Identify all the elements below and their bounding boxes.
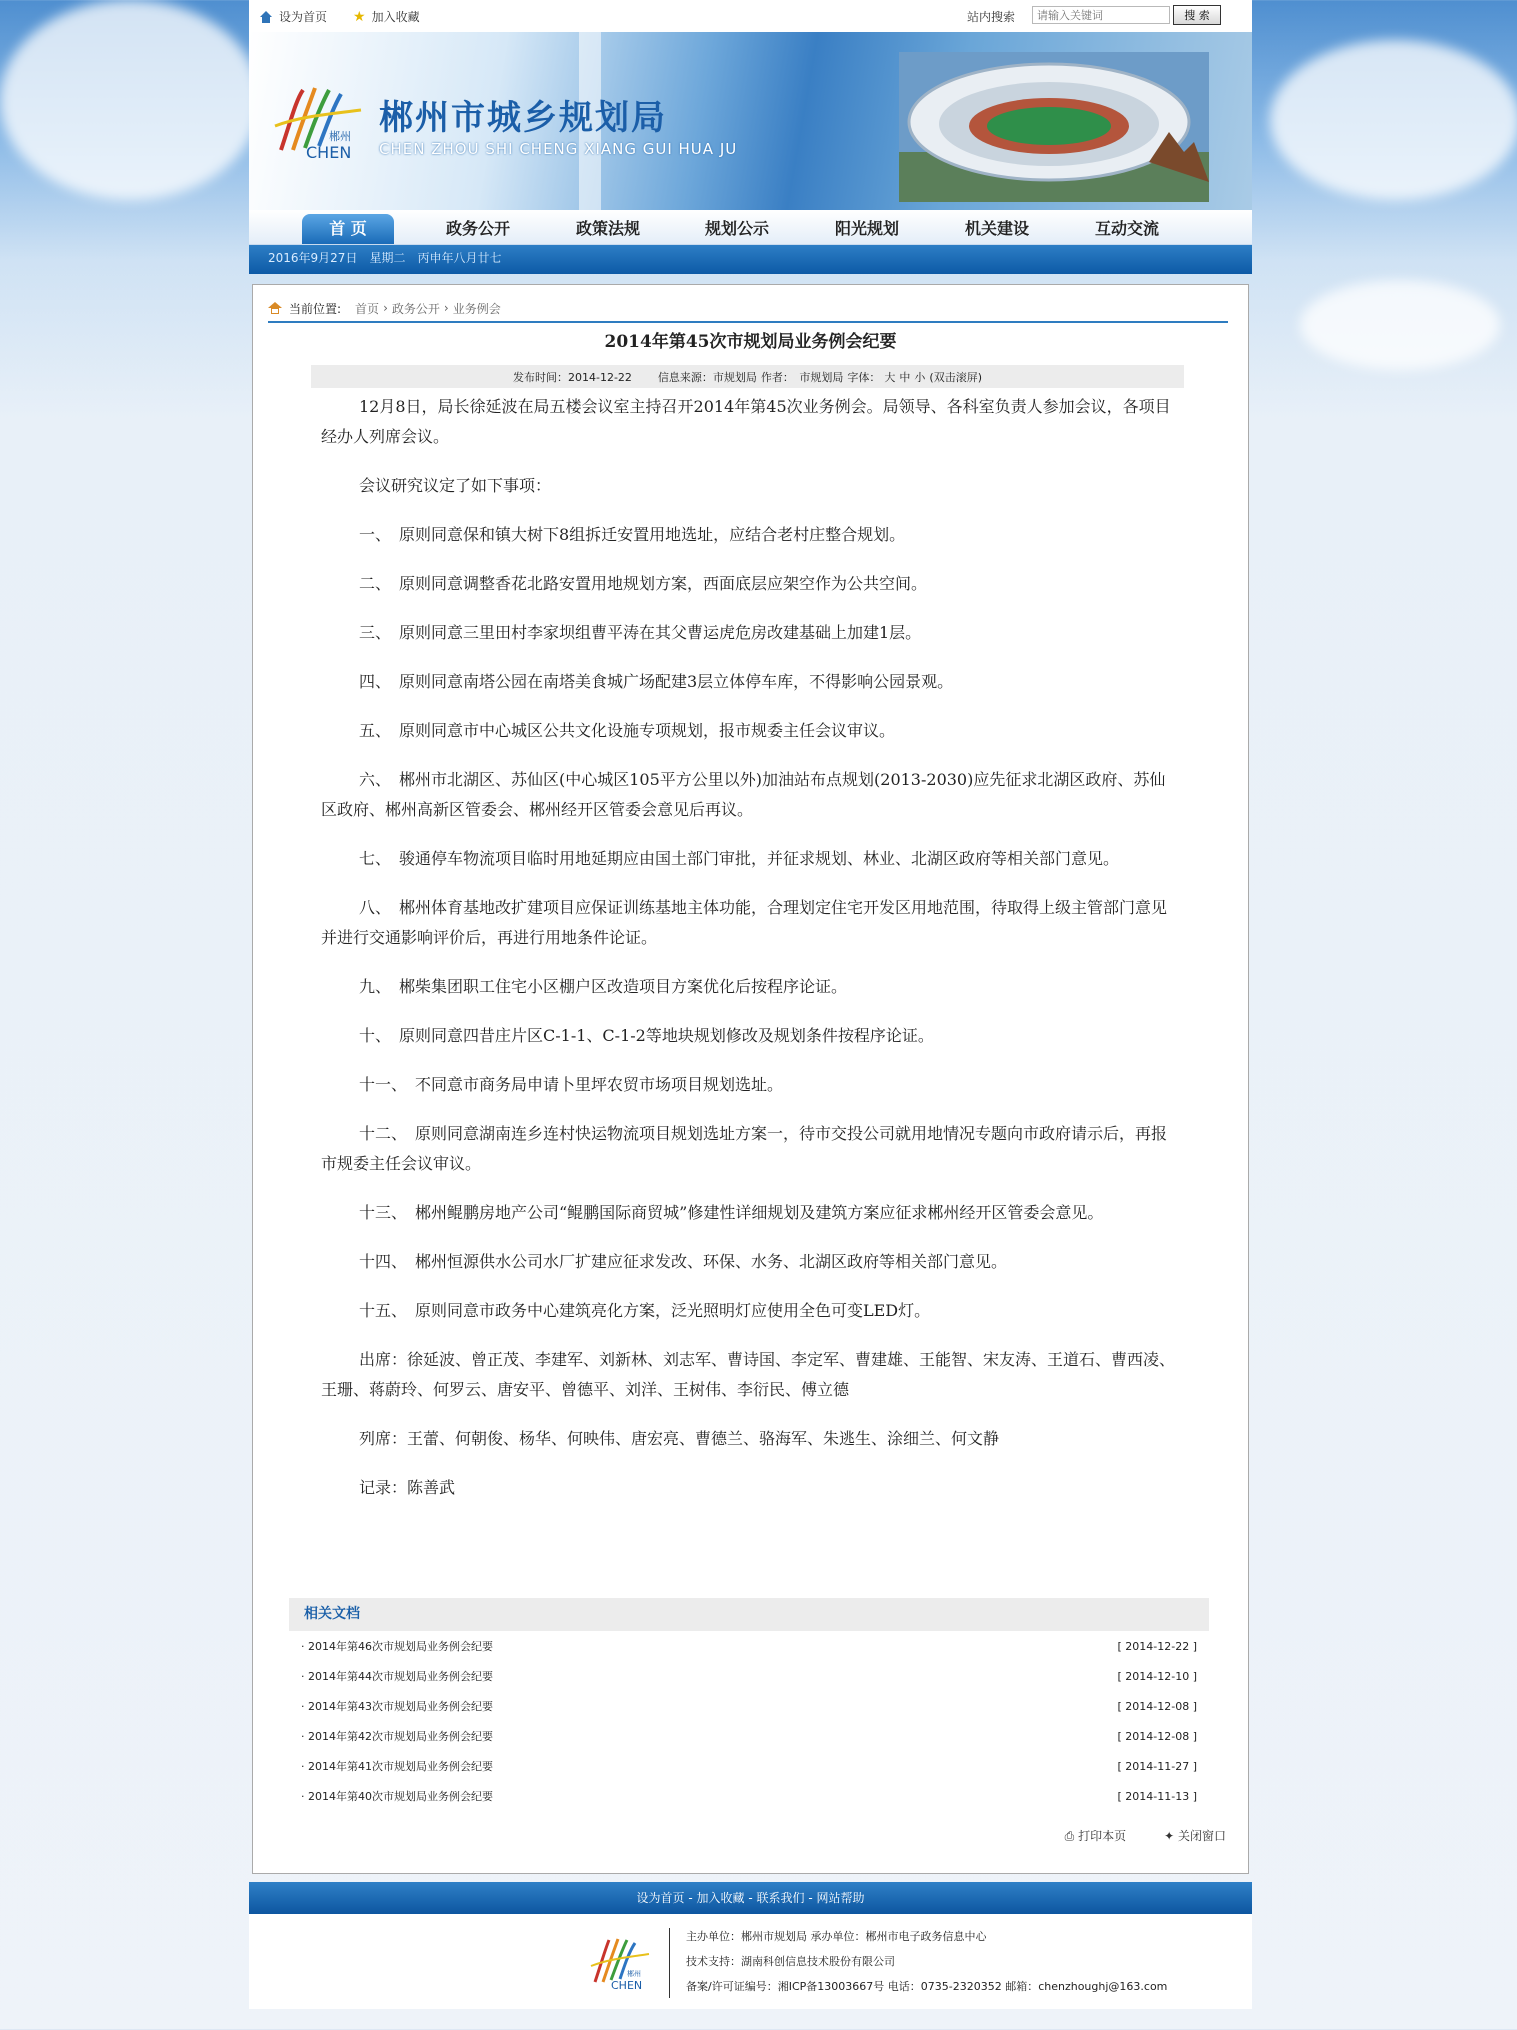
background-cloud [0, 0, 260, 200]
close-icon: ✦ [1164, 1829, 1178, 1843]
article-paragraph: 六、 郴州市北湖区、苏仙区(中心城区105平方公里以外)加油站布点规划(2013-2030)应先征求北湖区政府、苏仙区政府、郴州高新区管委会、郴州经开区管委会意见后再议。 [321, 770, 1166, 819]
main-nav [249, 210, 1252, 245]
related-item-title[interactable]: · 2014年第42次市规划局业务例会纪要 [301, 1728, 493, 1744]
article-paragraph: 会议研究议定了如下事项： [359, 476, 552, 495]
article-paragraph: 八、 郴州体育基地改扩建项目应保证训练基地主体功能，合理划定住宅开发区用地范围，待取得上级主管部门意见并进行交通影响评价后，再进行用地条件论证。 [321, 898, 1168, 947]
related-item[interactable] [289, 1781, 1209, 1811]
chevron-right-icon: › [383, 301, 388, 315]
footer-set-home[interactable]: 设为首页 [636, 1891, 685, 1905]
content-panel [252, 284, 1249, 1874]
footer-divider [669, 1928, 670, 1998]
footer-registration: 备案/许可证编号：湘ICP备13003667号 电话：0735-2320352 邮箱：chenzhoughj@163.com [686, 1980, 1168, 1993]
search-button[interactable]: 搜 索 [1173, 5, 1221, 25]
print-label[interactable]: 打印本页 [1078, 1829, 1127, 1843]
print-link[interactable] [1065, 1827, 1126, 1844]
footer-sep: - [744, 1891, 757, 1905]
related-item[interactable] [289, 1631, 1209, 1661]
related-item-date: [ 2014-11-13 ] [1117, 1789, 1197, 1803]
article-paragraph: 十一、 不同意市商务局申请卜里坪农贸市场项目规划选址。 [359, 1075, 784, 1094]
search-label: 站内搜索 [967, 10, 1016, 24]
footer [249, 1914, 1252, 2009]
related-list [289, 1631, 1209, 1811]
top-bar [249, 0, 1252, 32]
related-heading: 相关文档 [289, 1598, 1209, 1631]
star-icon: ★ [353, 8, 366, 25]
footer-sep: - [684, 1891, 697, 1905]
article-paragraph: 十、 原则同意四昔庄片区C-1-1、C-1-2等地块规划修改及规划条件按程序论证。 [359, 1026, 934, 1045]
breadcrumb-home[interactable]: 首页 [355, 301, 380, 316]
breadcrumb-business-meeting[interactable]: 业务例会 [452, 301, 501, 316]
related-item-date: [ 2014-12-08 ] [1117, 1729, 1197, 1743]
search-input[interactable] [1032, 6, 1170, 24]
footer-logo-latin: CHEN [611, 1979, 643, 1990]
breadcrumb [268, 295, 1228, 323]
article-paragraph: 十五、 原则同意市政务中心建筑亮化方案，泛光照明灯应使用全色可变LED灯。 [359, 1301, 931, 1320]
article-paragraph: 十四、 郴州恒源供水公司水厂扩建应征求发改、环保、水务、北湖区政府等相关部门意见。 [359, 1252, 1008, 1271]
related-item-title[interactable]: · 2014年第41次市规划局业务例会纪要 [301, 1758, 493, 1774]
home-icon [259, 11, 273, 23]
footer-add-favorite[interactable]: 加入收藏 [696, 1891, 745, 1905]
footer-organizer: 主办单位：郴州市规划局 承办单位：郴州市电子政务信息中心 [686, 1930, 987, 1943]
footer-logo-icon [589, 1934, 651, 1990]
author: 作者： 市规划局 [760, 370, 844, 384]
footer-sep: - [804, 1891, 817, 1905]
related-item-date: [ 2014-12-10 ] [1117, 1669, 1197, 1683]
chevron-right-icon: › [443, 301, 449, 315]
add-favorite-label[interactable]: 加入收藏 [371, 10, 420, 24]
page-tools [1065, 1827, 1226, 1844]
related-documents [289, 1598, 1209, 1811]
footer-help[interactable]: 网站帮助 [816, 1891, 865, 1905]
footer-links [249, 1882, 1252, 1914]
logo-text: 郴州 [329, 130, 351, 143]
printer-icon: ⎙ [1064, 1829, 1079, 1843]
footer-contact[interactable]: 联系我们 [756, 1891, 805, 1905]
footer-info [686, 1924, 1167, 1999]
related-item[interactable] [289, 1661, 1209, 1691]
article-paragraph: 记录：陈善武 [359, 1478, 456, 1497]
related-item[interactable] [289, 1721, 1209, 1751]
date-bar: 2016年9月27日 星期二 丙申年八月廿七 [249, 245, 1252, 274]
article-paragraph: 七、 骏通停车物流项目临时用地延期应由国土部门审批，并征求规划、林业、北湖区政府等相关部门意见。 [359, 849, 1120, 868]
background-cloud [1270, 40, 1517, 200]
info-source: 信息来源：市规划局 [657, 370, 757, 384]
nav-government-affairs[interactable]: 政务公开 [445, 219, 510, 238]
related-item[interactable] [289, 1751, 1209, 1781]
article-paragraph: 12月8日，局长徐延波在局五楼会议室主持召开2014年第45次业务例会。局领导、各科室负责人参加会议，各项目经办人列席会议。 [321, 397, 1171, 446]
font-medium-button[interactable]: 中 [899, 370, 911, 384]
article-paragraph: 一、 原则同意保和镇大树下8组拆迁安置用地选址，应结合老村庄整合规划。 [359, 525, 906, 544]
article-paragraph: 列席：王蕾、何朝俊、杨华、何映伟、唐宏亮、曹德兰、骆海军、朱逃生、涂细兰、何文静 [359, 1429, 1000, 1448]
article-paragraph: 九、 郴柴集团职工住宅小区棚户区改造项目方案优化后按程序论证。 [359, 977, 848, 996]
background-cloud [1300, 280, 1500, 370]
nav-organization[interactable]: 机关建设 [964, 219, 1029, 238]
related-item-title[interactable]: · 2014年第43次市规划局业务例会纪要 [301, 1698, 493, 1714]
footer-tech-support: 技术支持：湖南科创信息技术股份有限公司 [686, 1955, 895, 1968]
add-favorite-link[interactable] [353, 8, 420, 25]
nav-planning-notices[interactable]: 规划公示 [704, 219, 769, 238]
breadcrumb-label: 当前位置: [289, 301, 342, 316]
nav-policies[interactable]: 政策法规 [575, 219, 640, 238]
breadcrumb-government-affairs[interactable]: 政务公开 [391, 301, 440, 316]
article-paragraph: 三、 原则同意三里田村李家坝组曹平涛在其父曹运虎危房改建基础上加建1层。 [359, 623, 922, 642]
article-paragraph: 十三、 郴州鲲鹏房地产公司“鲲鹏国际商贸城”修建性详细规划及建筑方案应征求郴州经开区管委会意见。 [359, 1203, 1104, 1222]
article-title: 2014年第45次市规划局业务例会纪要 [604, 332, 897, 352]
page-wrapper [249, 0, 1252, 2009]
related-item-date: [ 2014-11-27 ] [1117, 1759, 1197, 1773]
nav-sunshine-planning[interactable]: 阳光规划 [834, 219, 899, 238]
scroll-hint[interactable]: (双击滚屏) [929, 370, 983, 384]
header-banner [249, 32, 1252, 210]
font-size-label: 字体： [847, 370, 881, 384]
article-paragraph: 五、 原则同意市中心城区公共文化设施专项规划，报市规委主任会议审议。 [359, 721, 896, 740]
article-paragraph: 十二、 原则同意湖南连乡连村快运物流项目规划选址方案一，待市交投公司就用地情况专题向市政府请示后，再报市规委主任会议审议。 [321, 1124, 1168, 1173]
close-label[interactable]: 关闭窗口 [1177, 1829, 1226, 1843]
font-small-button[interactable]: 小 [914, 370, 926, 384]
publish-time: 发布时间：2014-12-22 [512, 370, 632, 384]
related-item-title[interactable]: · 2014年第40次市规划局业务例会纪要 [301, 1788, 493, 1804]
close-window-link[interactable] [1164, 1827, 1226, 1844]
article-meta [311, 365, 1184, 388]
set-home-label[interactable]: 设为首页 [279, 10, 328, 24]
nav-home[interactable]: 首 页 [302, 214, 394, 244]
related-item-title[interactable]: · 2014年第46次市规划局业务例会纪要 [301, 1638, 493, 1654]
related-item[interactable] [289, 1691, 1209, 1721]
nav-interaction[interactable]: 互动交流 [1094, 219, 1159, 238]
article-paragraph: 出席：徐延波、曾正茂、李建军、刘新林、刘志军、曹诗国、李定军、曹建雄、王能智、宋友涛、王道石、曹西凌、王珊、蒋蔚玲、何罗云、唐安平、曾德平、刘洋、王树伟、李衍民、傅立德 [321, 1350, 1176, 1399]
related-item-title[interactable]: · 2014年第44次市规划局业务例会纪要 [301, 1668, 493, 1684]
site-subtitle: CHEN ZHOU SHI CHENG XIANG GUI HUA JU [379, 140, 738, 158]
home-icon [268, 302, 282, 314]
footer-logo-text: 郴州 [627, 1970, 641, 1978]
site-title: 郴州市城乡规划局 [379, 98, 667, 138]
font-large-button[interactable]: 大 [884, 370, 896, 384]
related-item-date: [ 2014-12-22 ] [1117, 1639, 1197, 1653]
stadium-image [899, 52, 1209, 202]
set-home-link[interactable] [259, 8, 327, 25]
related-item-date: [ 2014-12-08 ] [1117, 1699, 1197, 1713]
logo-latin: CHEN [306, 143, 352, 160]
article-body [321, 392, 1181, 1522]
city-logo-icon [271, 80, 366, 160]
article-paragraph: 四、 原则同意南塔公园在南塔美食城广场配建3层立体停车库，不得影响公园景观。 [359, 672, 954, 691]
article-paragraph: 二、 原则同意调整香花北路安置用地规划方案，西面底层应架空作为公共空间。 [359, 574, 928, 593]
